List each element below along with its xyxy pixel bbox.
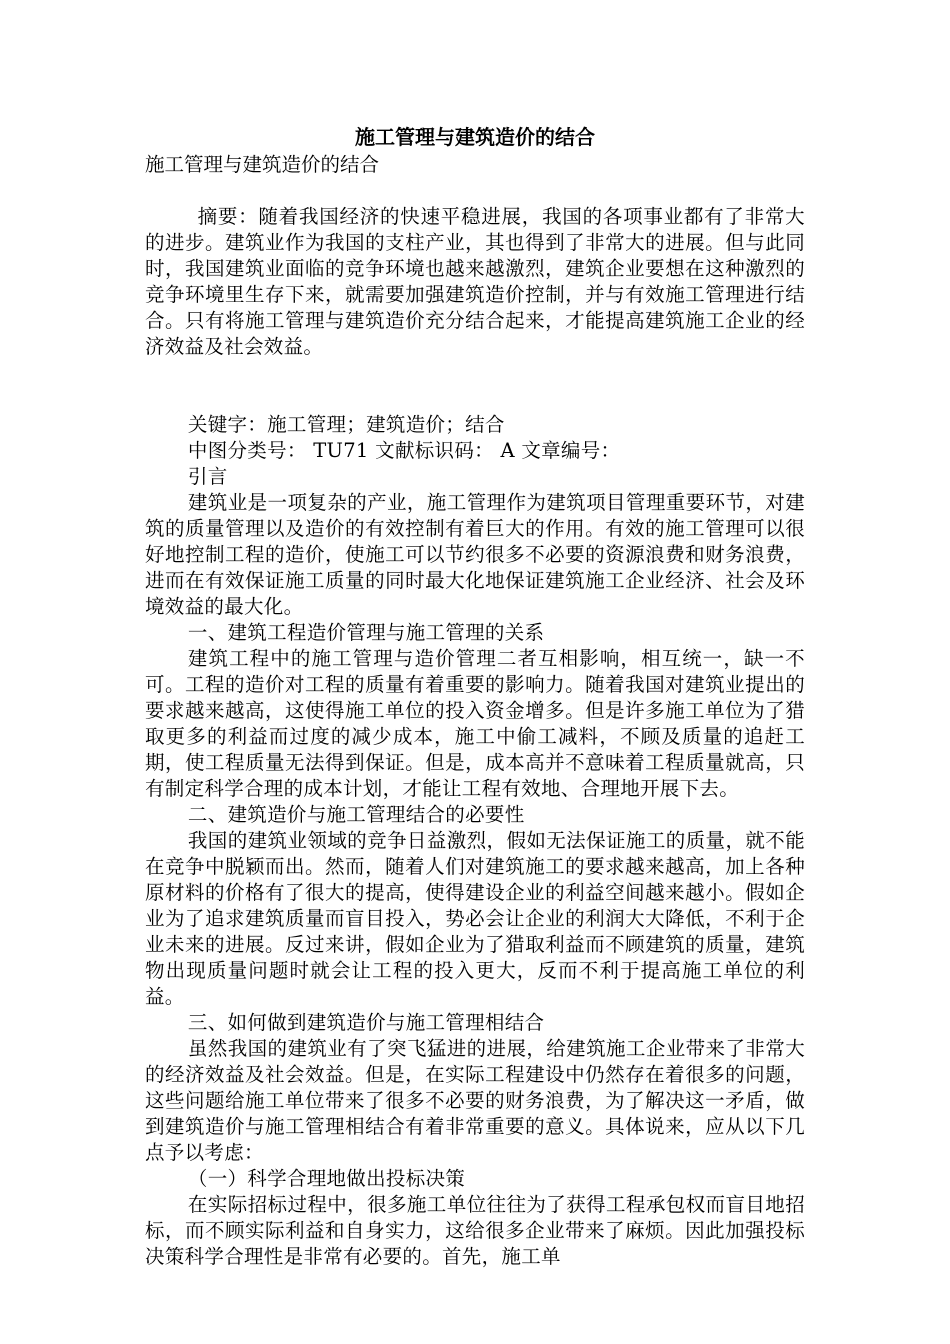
section3-paragraph: 虽然我国的建筑业有了突飞猛进的进展，给建筑施工企业带来了非常大的经济效益及社会效益。但是，在实际工程建设中仍然存在着很多的问题，这些问题给施工单位带来了很多不必要的财务浪费，为了解决这一矛盾，做到建筑造价与施工管理相结合有着非常重要的意义。具体说来，应从以下几点予以考虑： <box>145 1037 805 1164</box>
intro-heading: 引言 <box>187 465 228 488</box>
subsection1-paragraph: 在实际招标过程中，很多施工单位往往为了获得工程承包权而盲目地招标，而不顾实际利益和自身实力，这给很多企业带来了麻烦。因此加强投标决策科学合理性是非常有必要的。首先，施工单 <box>145 1193 805 1268</box>
document-subtitle: 施工管理与建筑造价的结合 <box>145 153 380 176</box>
section1-heading: 一、建筑工程造价管理与施工管理的关系 <box>187 621 545 644</box>
document-title: 施工管理与建筑造价的结合 <box>355 125 595 149</box>
section2-heading: 二、建筑造价与施工管理结合的必要性 <box>187 803 525 826</box>
spacer <box>145 178 805 204</box>
intro-paragraph: 建筑业是一项复杂的产业，施工管理作为建筑项目管理重要环节，对建筑的质量管理以及造价的有效控制有着巨大的作用。有效的施工管理可以很好地控制工程的造价，使施工可以节约很多不必要的资源浪费和财务浪费，进而在有效保证施工质量的同时最大化地保证建筑施工企业经济、社会及环境效益的最大化。 <box>145 491 805 618</box>
spacer <box>145 386 805 412</box>
abstract-paragraph: 摘要：随着我国经济的快速平稳进展，我国的各项事业都有了非常大的进步。建筑业作为我国的支柱产业，其也得到了非常大的进展。但与此同时，我国建筑业面临的竞争环境也越来越激烈，建筑企业要想在这种激烈的竞争环境里生存下来，就需要加强建筑造价控制，并与有效施工管理进行结合。只有将施工管理与建筑造价充分结合起来，才能提高建筑施工企业的经济效益及社会效益。 <box>145 205 805 358</box>
document-body <box>145 122 805 1270</box>
subsection1-heading: （一）科学合理地做出投标决策 <box>187 1167 466 1190</box>
classification-line: 中图分类号： TU71 文献标识码： A 文章编号： <box>187 439 621 462</box>
spacer <box>145 360 805 386</box>
section3-heading: 三、如何做到建筑造价与施工管理相结合 <box>187 1011 545 1034</box>
section1-paragraph: 建筑工程中的施工管理与造价管理二者互相影响，相互统一，缺一不可。工程的造价对工程的质量有着重要的影响力。随着我国对建筑业提出的要求越来越高，这使得施工单位的投入资金增多。但是许多施工单位为了猎取更多的利益而过度的减少成本，施工中偷工减料，不顾及质量的追赶工期，使工程质量无法得到保证。但是，成本高并不意味着工程质量就高，只有制定科学合理的成本计划，才能让工程有效地、合理地开展下去。 <box>145 647 805 800</box>
section2-paragraph: 我国的建筑业领域的竞争日益激烈，假如无法保证施工的质量，就不能在竞争中脱颖而出。然而，随着人们对建筑施工的要求越来越高，加上各种原材料的价格有了很大的提高，使得建设企业的利益空间越来越小。假如企业为了追求建筑质量而盲目投入，势必会让企业的利润大大降低，不利于企业未来的进展。反过来讲，假如企业为了猎取利益而不顾建筑的质量，建筑物出现质量问题时就会让工程的投入更大，反而不利于提高施工单位的利益。 <box>145 829 805 1008</box>
keywords-line: 关键字：施工管理；建筑造价；结合 <box>187 413 505 436</box>
